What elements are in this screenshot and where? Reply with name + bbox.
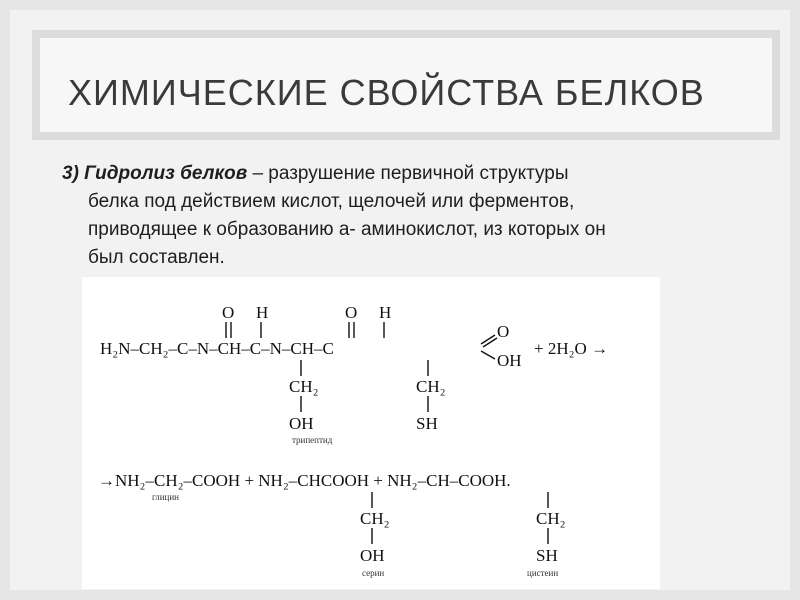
hydrolysis-paragraph bbox=[62, 160, 752, 272]
products-side-oh: OH bbox=[360, 546, 385, 565]
hydrolysis-term: 3) Гидролиз белков bbox=[62, 163, 248, 184]
tripeptide-side-sh: SH bbox=[416, 414, 438, 433]
products-side-sh: SH bbox=[536, 546, 558, 565]
paragraph-line-4: был составлен. bbox=[88, 247, 225, 268]
reaction-svg bbox=[82, 277, 660, 589]
tripeptide-top-bonds bbox=[226, 322, 384, 338]
tripeptide-side-oh: OH bbox=[289, 414, 314, 433]
caption-glycine: глицин bbox=[152, 492, 179, 502]
carboxyl-oh: OH bbox=[497, 351, 522, 370]
tripeptide-h-2: H bbox=[379, 303, 392, 322]
products-side-bonds bbox=[372, 492, 548, 544]
title-frame bbox=[32, 30, 780, 140]
caption-cysteine: цистеин bbox=[527, 568, 559, 578]
products-line: →NH₂–CH₂–COOH + NH₂–CHCOOH + NH₂–CH–COOH. bbox=[98, 471, 511, 490]
caption-serine: серин bbox=[362, 568, 385, 578]
tripeptide-h-1: H bbox=[256, 303, 269, 322]
tripeptide-o-1: O bbox=[222, 303, 235, 322]
paragraph-line-1-rest: – разрушение первичной структуры bbox=[247, 163, 569, 184]
tripeptide-side-ch2-b: CH₂ bbox=[416, 377, 446, 396]
caption-tripeptide: трипептид bbox=[292, 435, 333, 445]
paragraph-line-1 bbox=[62, 160, 752, 188]
tripeptide-main-chain: H₂N–CH₂–C–N–CH–C–N–CH–C bbox=[100, 339, 334, 358]
paragraph-line-2: белка под действием кислот, щелочей или ферментов, bbox=[88, 191, 575, 212]
products-side-ch2-a: CH₂ bbox=[360, 509, 390, 528]
slide-title: ХИМИЧЕСКИЕ СВОЙСТВА БЕЛКОВ bbox=[68, 72, 705, 113]
reagents-water: + 2H₂O → bbox=[534, 339, 609, 358]
hydrolysis-reaction-figure bbox=[82, 277, 660, 589]
carboxyl-bonds bbox=[481, 335, 497, 359]
paragraph-line-3: приводящее к образованию а- аминокислот, из которых он bbox=[88, 219, 606, 240]
tripeptide-o-2: O bbox=[345, 303, 358, 322]
tripeptide-side-bonds bbox=[301, 360, 428, 412]
tripeptide-side-ch2-a: CH₂ bbox=[289, 377, 319, 396]
products-side-ch2-b: CH₂ bbox=[536, 509, 566, 528]
carboxyl-o: O bbox=[497, 322, 510, 341]
